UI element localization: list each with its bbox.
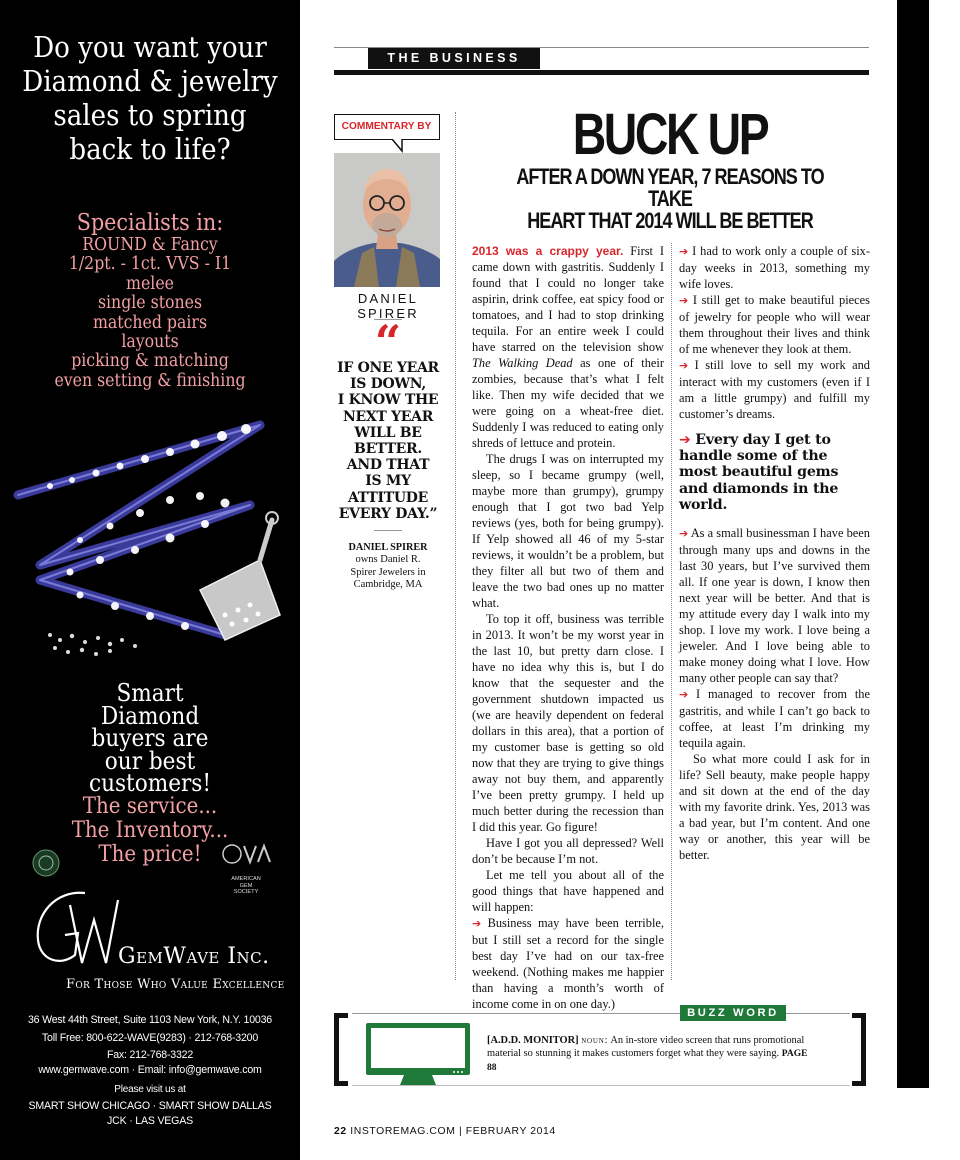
paragraph: So what more could I ask for in life? Sell beauty, make people happy and sit down at the end of the day with my favorite drink. Yes, 2013 was a bad year, but I’m content. And one way or another, this year will be better. bbox=[679, 752, 870, 863]
arrow-icon: ➔ bbox=[679, 688, 689, 702]
bio-text: owns Daniel R. Spirer Jewelers in Cambridge, MA bbox=[350, 554, 426, 590]
bullet-paragraph: ➔ I still love to sell my work and interact with my customers (even if I am a little grumpy) and fulfill my customer’s dreams. bbox=[679, 358, 870, 421]
article-column-1 bbox=[472, 243, 664, 1012]
ad-smart-buyers: Smart Diamond buyers are our best customers! bbox=[88, 679, 212, 797]
footer-date: FEBRUARY 2014 bbox=[465, 1126, 556, 1137]
section-label: THE BUSINESS bbox=[368, 48, 540, 69]
subhead: AFTER A DOWN YEAR, 7 REASONS TO TAKE HEART THAT 2014 WILL BE BETTER bbox=[516, 164, 824, 233]
bullet-paragraph: ➔ As a small businessman I have been through many ups and downs in the last 30 years, but I’ve survived them all. If one year is down, I know then next year will be better. And that is my attitude every day I walk into my shop. I love my work. I love being a jeweler. And I love being able to make money doing what I love. How many other people can say that? bbox=[679, 526, 870, 686]
page-reference: PAGE 88 bbox=[487, 1049, 808, 1073]
bullet-paragraph: ➔ I had to work only a couple of six-day weeks in 2013, something my wife loves. bbox=[679, 244, 870, 291]
gemwave-gw-logo-icon bbox=[30, 885, 120, 975]
speech-tail-icon bbox=[390, 139, 410, 153]
part-of-speech: noun: bbox=[581, 1035, 609, 1046]
ad-fax: Fax: 212-768-3322 bbox=[106, 1049, 194, 1061]
gemwave-advertisement bbox=[0, 0, 300, 1160]
paragraph: Let me tell you about all of the good things that have happened and will happen: bbox=[472, 868, 664, 914]
ad-specialty: 1/2pt. - 1ct. VVS - I1 bbox=[68, 254, 232, 275]
bullet-paragraph: ➔ I still get to make beautiful pieces of jewelry for people who will wear them throughout their lives and think of me whenever they look at them. bbox=[679, 293, 870, 356]
buzz-term: [A.D.D. MONITOR] bbox=[487, 1035, 579, 1046]
ad-specialties-list bbox=[0, 236, 300, 391]
column-divider bbox=[455, 112, 456, 980]
bracket-left bbox=[334, 1013, 348, 1086]
arrow-icon: ➔ bbox=[679, 294, 689, 307]
green-seal-icon bbox=[31, 848, 61, 878]
column-divider bbox=[671, 243, 672, 980]
monitor-icon bbox=[364, 1021, 472, 1089]
ad-specialty: melee bbox=[126, 273, 174, 294]
quote-mark: “ bbox=[374, 315, 402, 369]
ad-specialty: even setting & finishing bbox=[54, 370, 246, 391]
ad-specialty: ROUND & Fancy bbox=[82, 235, 218, 255]
page-number: 22 bbox=[334, 1126, 347, 1137]
buzz-word-definition: [A.D.D. MONITOR] noun: An in-store video screen that runs promotional material so stunning it makes customers forget what they were saying. PAGE 88 bbox=[487, 1035, 808, 1073]
ad-specialists-title: Specialists in: bbox=[76, 210, 224, 236]
arrow-icon: ➔ bbox=[679, 359, 689, 372]
arrow-icon: ➔ bbox=[472, 917, 482, 930]
ad-tagline: For Those Who Value Excellence bbox=[66, 977, 285, 992]
footer-site: INSTOREMAG.COM bbox=[350, 1126, 456, 1137]
ad-specialty: picking & matching bbox=[71, 351, 229, 372]
bracket-right bbox=[852, 1013, 866, 1086]
bullet-paragraph: ➔ I managed to recover from the gastritis, and while I can’t go back to coffee, at least I’m drinking my tequila again. bbox=[679, 687, 870, 751]
ad-specialty: matched pairs bbox=[92, 312, 208, 333]
ad-visit: Please visit us at bbox=[114, 1084, 186, 1095]
gem-society-logo-icon bbox=[220, 838, 272, 874]
paragraph: 2013 was a crappy year. First I came down with gastritis. Suddenly I found that I could no longer take aspirin, drink coffee, eat spicy food or tomatoes, and I had to stop drinking tequila. For an entire week I could have starred on the television show The Walking Dead as one of their zombies, because that’s what I felt like. Then my wife decided that we were going on a wheat-free diet. Suddenly I was reduced to eating only shreds of lettuce and protein. bbox=[472, 244, 665, 450]
headline: BUCK UP bbox=[572, 102, 768, 167]
pull-quote: IF ONE YEAR IS DOWN, I KNOW THE NEXT YEAR WILL BE BETTER. AND THAT IS MY ATTITUDE EVERY DAY.” bbox=[337, 360, 439, 522]
ad-specialty: single stones bbox=[97, 293, 203, 314]
lead-in: 2013 was a crappy year. bbox=[472, 244, 624, 258]
author-portrait bbox=[334, 153, 440, 287]
ad-specialty: layouts bbox=[121, 332, 179, 353]
divider bbox=[374, 530, 402, 531]
ad-service-lines: The service... The Inventory... The price! bbox=[71, 794, 229, 867]
gem-society-text: AMERICAN GEM SOCIETY bbox=[231, 876, 261, 895]
ad-address: 36 West 44th Street, Suite 1103 New York, N.Y. 10036 bbox=[27, 1014, 272, 1026]
article-column-2 bbox=[679, 243, 870, 863]
arrow-icon: ➔ bbox=[679, 432, 691, 448]
author-name: DANIEL SPIRER bbox=[357, 291, 419, 321]
ad-shows-vegas: JCK · LAS VEGAS bbox=[107, 1115, 193, 1127]
buzz-word-tag: BUZZ WORD bbox=[680, 1005, 786, 1021]
ad-headline: Do you want your Diamond & jewelry sales to spring back to life? bbox=[22, 30, 278, 166]
arrow-icon: ➔ bbox=[679, 527, 689, 541]
commentary-box bbox=[334, 114, 440, 140]
section-rule-bottom bbox=[334, 70, 869, 75]
commentary-label: COMMENTARY BY bbox=[341, 121, 432, 132]
bullet-paragraph: ➔ Business may have been terrible, but I still set a record for the single best day I’ve had on our tax-free weekend. (Nothing makes me happier than having a month’s worth of income come in on one day.) bbox=[472, 916, 664, 1011]
paragraph: To top it off, business was terrible in 2013. It won’t be my worst year in the last 10, but pretty darn close. I have no idea why this is, but I do know that the sequester and the government shutdown impacted us (we are heavily dependent on federal dollars in this area), that a portion of my customer base is getting so old now that they are trying to give things away not buy them, and apparently I’ve been pretty grumpy. I held up much better during the recession than I did this year. Go figure! bbox=[472, 612, 664, 834]
diamond-zigzag-illustration bbox=[10, 400, 290, 660]
ad-brand-name: GemWave Inc. bbox=[118, 944, 270, 969]
ad-phones: Toll Free: 800-622-WAVE(9283) · 212-768-3200 bbox=[41, 1032, 259, 1044]
paragraph: The drugs I was on interrupted my sleep, so I became grumpy (well, maybe more than grumpy), grumpy enough that I got two bad Yelp reviews (yes, both for being grumpy). If Yelp showed all 46 of my 5-star reviews, it wouldn’t be a problem, but they filter all but two of them and leave the two bad ones up no matter what. bbox=[472, 452, 664, 610]
footer-separator: | bbox=[458, 1126, 463, 1137]
callout: ➔ Every day I get to handle some of the most beautiful gems and diamonds in the world. bbox=[679, 432, 839, 513]
page-footer bbox=[334, 1126, 556, 1137]
paragraph: Have I got you all depressed? Well don’t be because I’m not. bbox=[472, 836, 664, 866]
arrow-icon: ➔ bbox=[679, 245, 689, 258]
right-edge-bar bbox=[897, 0, 929, 1088]
bio-name: DANIEL SPIRER bbox=[348, 542, 428, 553]
ad-shows: SMART SHOW CHICAGO · SMART SHOW DALLAS bbox=[28, 1100, 272, 1112]
ad-web: www.gemwave.com · Email: info@gemwave.com bbox=[38, 1064, 262, 1076]
